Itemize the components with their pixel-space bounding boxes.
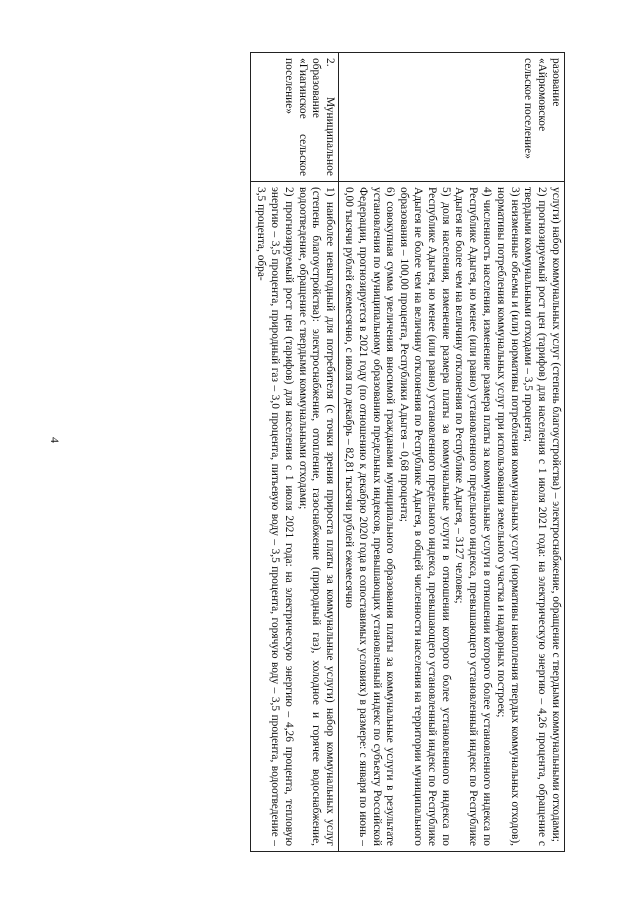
param-line: 3) неизменные объемы и (или) нормативы потребления коммунальных услуг (нормативы накопления твердых коммунальных отходов), нормативы потребления коммунальных услуг при использовании земельного участка и надворных построек; [494, 187, 521, 846]
param-line: 2) прогнозируемый рост цен (тарифов) для населения с 1 июля 2021 года: на электрическую энергию – 4,26 процента, тепловую энергию – 3,5 процента, природный газ – 3,0 процента, питьевую воду – 3,5 процента, горячую воду – 3,5 процента, водоотведение – 3,5 процента, обра- [255, 187, 295, 846]
page-number: 4 [48, 437, 62, 443]
municipality-cell: 2. Муниципальное образование «Гиагинское сельское поселение» [251, 53, 339, 182]
table-row [339, 53, 565, 852]
param-line: 2) прогнозируемый рост цен (тарифов) для населения с 1 июля 2021 года: на электрическую энергию – 4,26 процента, обращение с твердыми коммунальными отходами – 3,5 процента; [522, 187, 549, 846]
param-line: услуги) набор коммунальных услуг (степень благоустройства) – электроснабжение, обращение с твердыми коммунальными отходами; [550, 187, 562, 842]
tariff-table [250, 52, 565, 852]
param-line: 1) наиболее невыгодный для потребителя (с точки зрения прироста платы за коммунальные услуги) набор коммунальных услуг (степень благоустройства): электроснабжение, отопление, газоснабжение (природный газ), холодное и горячее водоснабжение, водоотведение, обращение с твердыми коммунальными отходами; [296, 187, 337, 846]
param-line: 6) совокупная сумма увеличения вносимой гражданами муниципального образования платы за коммунальные услуги в результате установления по муниципальному образованию предельных индексов, превышающих установленный индекс по субъекту Российской Федерации, прогнозируется в 2021 году (по отношению к декабрю 2020 года в сопоставимых условиях) в размере: с января по июнь – 0,00 тысячи рублей ежемесячно, с июля по декабрь – 82,81 тысячи рублей ежемесячно [343, 187, 397, 846]
parameters-cell [339, 182, 565, 852]
param-line: 5) доля населения, изменение размера платы за коммунальные услуги в отношении которого более установленного индекса по Республике Адыгея, но менее (или равно) установленного предельного индекса, превышающего установленный индекс по Республике Адыгея не более чем на величину отклонения по Республике Адыгея, в общей численности населения на территории муниципального образования – 100,00 процента, Республики Адыгея – 0,68 процента; [398, 187, 452, 846]
param-line: 4) численность населения, изменение размера платы за коммунальные услуги в отношении которого более установленного индекса по Республике Адыгея, но менее (или равно) установленного предельного индекса, превышающего установленный индекс по Республике Адыгея не более чем на величину отклонения по Республике Адыгея, – 3127 человек; [453, 187, 494, 846]
municipality-cell: разование «Айрюмовское сельское поселение» [339, 53, 565, 182]
rotated-page-content [75, 52, 565, 852]
table-row [251, 53, 339, 852]
parameters-cell [251, 182, 339, 852]
